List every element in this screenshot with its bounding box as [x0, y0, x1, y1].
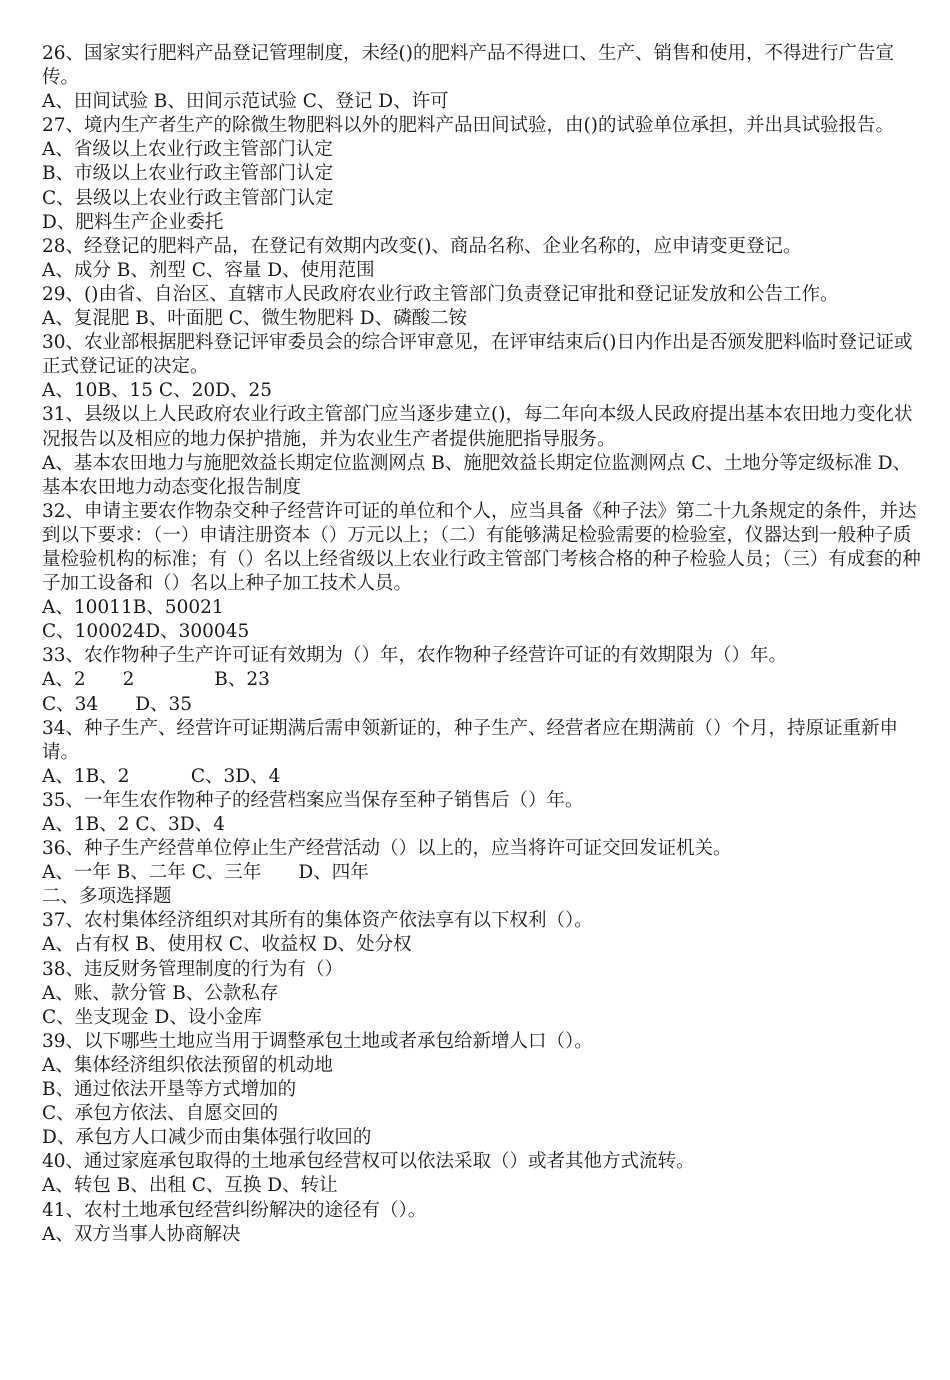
- answer-options: A、转包 B、出租 C、互换 D、转让: [42, 1175, 338, 1197]
- answer-option: C、承包方依法、自愿交回的: [42, 1103, 279, 1125]
- question-28: 28、经登记的肥料产品，在登记有效期内改变()、商品名称、企业名称的，应申请变更登记。: [42, 235, 802, 257]
- answer-options: A、基本农田地力与施肥效益长期定位监测网点 B、施肥效益长期定位监测网点 C、土地分等定级标准 D、基本农田地力动态变化报告制度: [42, 452, 912, 498]
- answer-options: A、复混肥 B、叶面肥 C、微生物肥料 D、磷酸二铵: [42, 308, 468, 330]
- question-38: 38、违反财务管理制度的行为有（）: [42, 958, 344, 980]
- question-26: 26、国家实行肥料产品登记管理制度，未经()的肥料产品不得进口、生产、销售和使用，不得进行广告宣传。: [42, 43, 894, 89]
- question-35: 35、一年生农作物种子的经营档案应当保存至种子销售后（）年。: [42, 789, 584, 811]
- answer-options: C、100024D、300045: [42, 621, 250, 643]
- question-41: 41、农村土地承包经营纠纷解决的途径有（）。: [42, 1199, 427, 1221]
- question-27: 27、境内生产者生产的除微生物肥料以外的肥料产品田间试验，由()的试验单位承担，并出具试验报告。: [42, 115, 894, 137]
- answer-options: A、一年 B、二年 C、三年 D、四年: [42, 862, 369, 884]
- answer-option: A、集体经济组织依法预留的机动地: [42, 1054, 333, 1076]
- answer-options: A、2 2 B、23: [42, 669, 270, 691]
- answer-option: D、肥料生产企业委托: [42, 211, 224, 233]
- answer-option: C、县级以上农业行政主管部门认定: [42, 187, 334, 209]
- question-37: 37、农村集体经济组织对其所有的集体资产依法享有以下权利（）。: [42, 910, 593, 932]
- answer-option: B、通过依法开垦等方式增加的: [42, 1079, 297, 1101]
- question-33: 33、农作物种子生产许可证有效期为（）年，农作物种子经营许可证的有效期限为（）年。: [42, 645, 788, 667]
- section-heading: 二、多项选择题: [42, 886, 172, 908]
- answer-option: A、双方当事人协商解决: [42, 1223, 241, 1245]
- question-31: 31、县级以上人民政府农业行政主管部门应当逐步建立()，每二年向本级人民政府提出基本农田地力变化状况报告以及相应的地力保护措施，并为农业生产者提供施肥指导服务。: [42, 404, 913, 450]
- question-34: 34、种子生产、经营许可证期满后需申领新证的，种子生产、经营者应在期满前（）个月，持原证重新申请。: [42, 717, 899, 763]
- document-text: [42, 42, 926, 1247]
- answer-options: C、34 D、35: [42, 693, 193, 715]
- answer-options: C、坐支现金 D、设小金库: [42, 1006, 262, 1028]
- answer-options: A、10011B、50021: [42, 597, 224, 619]
- answer-option: B、市级以上农业行政主管部门认定: [42, 163, 334, 185]
- question-29: 29、()由省、自治区、直辖市人民政府农业行政主管部门负责登记审批和登记证发放和公告工作。: [42, 283, 839, 305]
- question-39: 39、以下哪些土地应当用于调整承包土地或者承包给新增人口（）。: [42, 1030, 593, 1052]
- answer-option: D、承包方人口减少而由集体强行收回的: [42, 1127, 372, 1149]
- question-32: 32、申请主要农作物杂交种子经营许可证的单位和个人，应当具备《种子法》第二十九条规定的条件，并达到以下要求：（一）申请注册资本（）万元以上；（二）有能够满足检验需要的检验室，仪器达到一般种子质量检验机构的标准；有（）名以上经省级以上农业行政主管部门考核合格的种子检验人员；（三）有成套的种子加工设备和（）名以上种子加工技术人员。: [42, 500, 921, 595]
- answer-options: A、占有权 B、使用权 C、收益权 D、处分权: [42, 934, 412, 956]
- answer-options: A、10B、15 C、20D、25: [42, 380, 272, 402]
- question-40: 40、通过家庭承包取得的土地承包经营权可以依法采取（）或者其他方式流转。: [42, 1151, 695, 1173]
- answer-options: A、账、款分管 B、公款私存: [42, 982, 279, 1004]
- answer-options: A、1B、2 C、3D、4: [42, 814, 225, 835]
- answer-options: A、成分 B、剂型 C、容量 D、使用范围: [42, 259, 375, 281]
- answer-options: A、1B、2 C、3D、4: [42, 765, 281, 787]
- answer-options: A、田间试验 B、田间示范试验 C、登记 D、许可: [42, 91, 449, 113]
- answer-option: A、省级以上农业行政主管部门认定: [42, 139, 333, 161]
- question-36: 36、种子生产经营单位停止生产经营活动（）以上的，应当将许可证交回发证机关。: [42, 838, 732, 860]
- question-30: 30、农业部根据肥料登记评审委员会的综合评审意见，在评审结束后()日内作出是否颁发肥料临时登记证或正式登记证的决定。: [42, 332, 913, 378]
